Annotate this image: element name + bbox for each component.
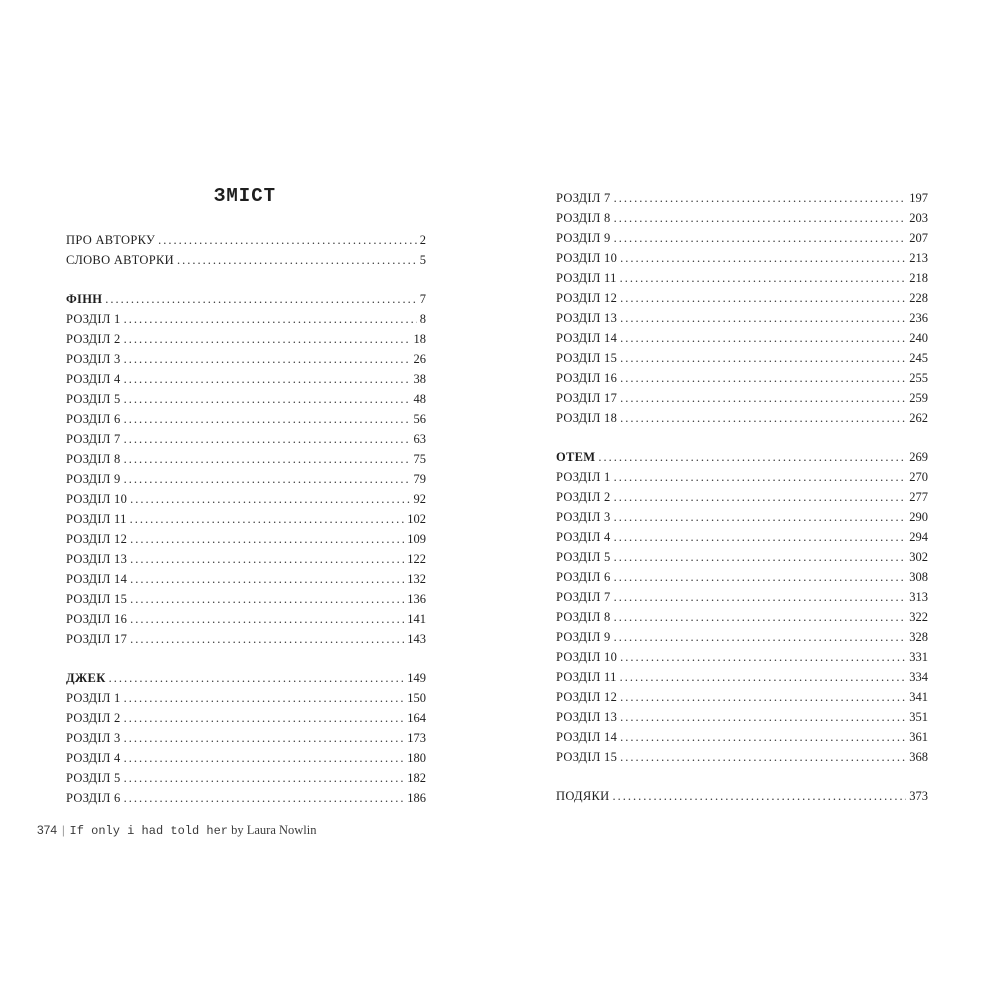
toc-entry-page: 48 [413,392,426,406]
toc-entry-label: РОЗДІЛ 8 [556,610,611,624]
toc-entry-label: РОЗДІЛ 5 [66,771,121,785]
toc-entry-label: РОЗДІЛ 3 [66,352,121,366]
dot-leader [109,668,405,688]
toc-entry-label: РОЗДІЛ 10 [556,650,618,664]
toc-entry-label: РОЗДІЛ 7 [556,590,611,604]
dot-leader [620,667,907,687]
toc-entry-page: 218 [909,271,928,285]
toc-entry-label: РОЗДІЛ 6 [66,791,121,805]
dot-leader [614,188,907,208]
toc-entry [556,627,928,647]
toc-entry-label: РОЗДІЛ 6 [66,412,121,426]
toc-entry-label: РОЗДІЛ 11 [556,271,617,285]
toc-entry [66,349,426,369]
dot-leader [124,708,405,728]
dot-leader [124,369,411,389]
dot-leader [177,250,417,270]
toc-section-entry [66,289,426,309]
toc-entry-label: РОЗДІЛ 13 [556,710,618,724]
toc-entry [556,348,928,368]
dot-leader [614,467,907,487]
toc-entry-label: РОЗДІЛ 11 [556,670,617,684]
toc-entry-label: РОЗДІЛ 6 [556,570,611,584]
toc-entry-label: РОЗДІЛ 14 [556,331,618,345]
toc-entry-label: РОЗДІЛ 4 [556,530,611,544]
toc-entry-label: РОЗДІЛ 1 [556,470,611,484]
toc-entry [66,489,426,509]
toc-entry [66,708,426,728]
toc-entry [66,748,426,768]
dot-leader [124,309,417,329]
toc-entry [556,288,928,308]
toc-entry-page: 164 [407,711,426,725]
toc-entry-page: 63 [413,432,426,446]
dot-leader [620,687,906,707]
toc-entry [556,567,928,587]
toc-entry-page: 150 [407,691,426,705]
toc-entry-page: 290 [909,510,928,524]
toc-entry-label: РОЗДІЛ 14 [66,572,128,586]
dot-leader [614,547,907,567]
dot-leader [124,728,405,748]
toc-entry [66,309,426,329]
dot-leader [614,587,907,607]
toc-entry-page: 7 [419,292,426,306]
toc-entry [556,408,928,428]
dot-leader [124,748,405,768]
dot-leader [124,389,411,409]
toc-entry-page: 341 [909,690,928,704]
toc-entry-label: РОЗДІЛ 5 [66,392,121,406]
toc-entry-label: РОЗДІЛ 8 [556,211,611,225]
toc-entry-page: 351 [909,710,928,724]
toc-entry [66,768,426,788]
toc-entry-label: РОЗДІЛ 13 [66,552,128,566]
dot-leader [614,627,907,647]
toc-entry-page: 294 [909,530,928,544]
toc-entry [556,388,928,408]
toc-section-entry [66,668,426,688]
toc-entry-label: РОЗДІЛ 16 [556,371,618,385]
toc-entry [66,250,426,270]
dot-leader [620,328,906,348]
toc-entry-page: 182 [407,771,426,785]
toc-entry [556,268,928,288]
toc-entry-label: РОЗДІЛ 3 [556,510,611,524]
toc-right-column [556,188,928,806]
dot-leader [620,368,906,388]
dot-leader [620,408,906,428]
page-number: 374 [37,823,58,837]
toc-entry [556,727,928,747]
toc-entry-page: 322 [909,610,928,624]
toc-entry-label: РОЗДІЛ 18 [556,411,618,425]
toc-entry-label: ДЖЕК [66,671,106,685]
toc-entry [66,529,426,549]
toc-entry-page: 240 [909,331,928,345]
toc-entry-label: РОЗДІЛ 12 [556,690,618,704]
toc-entry-label: РОЗДІЛ 14 [556,730,618,744]
toc-entry-label: ФІНН [66,292,103,306]
dot-leader [130,489,410,509]
toc-entry-page: 143 [407,632,426,646]
dot-leader [614,607,907,627]
dot-leader [130,569,404,589]
toc-entry [66,329,426,349]
dot-leader [620,348,906,368]
toc-entry [556,487,928,507]
toc-entry-page: 269 [909,450,928,464]
toc-entry [66,389,426,409]
toc-entry-label: РОЗДІЛ 3 [66,731,121,745]
dot-leader [158,230,417,250]
toc-entry [66,609,426,629]
dot-leader [620,388,906,408]
toc-entry [66,788,426,808]
toc-entry-label: РОЗДІЛ 2 [556,490,611,504]
dot-leader [620,308,906,328]
toc-entry-page: 228 [909,291,928,305]
toc-entry-label: ПРО АВТОРКУ [66,233,156,247]
toc-entry-label: РОЗДІЛ 15 [556,351,618,365]
toc-entry-page: 173 [407,731,426,745]
toc-left-column [66,230,426,808]
dot-leader [124,768,405,788]
toc-entry-page: 259 [909,391,928,405]
toc-entry-page: 122 [407,552,426,566]
toc-entry [556,208,928,228]
toc-entry [66,589,426,609]
toc-entry [556,647,928,667]
toc-entry-label: ОТЕМ [556,450,596,464]
toc-entry [556,308,928,328]
toc-entry-page: 334 [909,670,928,684]
toc-entry-page: 302 [909,550,928,564]
toc-entry [66,629,426,649]
dot-leader [124,429,411,449]
dot-leader [620,747,906,767]
toc-entry-page: 79 [413,472,426,486]
toc-entry-label: РОЗДІЛ 2 [66,711,121,725]
dot-leader [124,329,411,349]
toc-entry-page: 308 [909,570,928,584]
toc-entry [66,728,426,748]
dot-leader [614,567,907,587]
toc-entry-page: 102 [407,512,426,526]
toc-entry-page: 361 [909,730,928,744]
toc-entry-label: РОЗДІЛ 9 [556,630,611,644]
toc-entry-label: РОЗДІЛ 7 [556,191,611,205]
toc-entry [556,547,928,567]
toc-entry-page: 109 [407,532,426,546]
toc-entry-page: 207 [909,231,928,245]
toc-entry-label: РОЗДІЛ 15 [556,750,618,764]
toc-entry [66,449,426,469]
toc-entry-page: 262 [909,411,928,425]
toc-entry [66,230,426,250]
toc-entry [66,469,426,489]
toc-entry [556,607,928,627]
dot-leader [620,288,906,308]
toc-entry-page: 277 [909,490,928,504]
toc-entry-page: 270 [909,470,928,484]
toc-entry-label: РОЗДІЛ 12 [66,532,128,546]
toc-entry-label: РОЗДІЛ 17 [556,391,618,405]
toc-entry [556,707,928,727]
dot-leader [124,409,411,429]
toc-title: ЗМІСТ [213,185,276,207]
toc-entry-page: 8 [419,312,426,326]
toc-entry-page: 26 [413,352,426,366]
toc-entry [66,429,426,449]
toc-entry-page: 149 [407,671,426,685]
dot-leader [620,727,906,747]
toc-entry [66,688,426,708]
toc-entry-label: РОЗДІЛ 12 [556,291,618,305]
dot-leader [130,629,404,649]
toc-entry [556,587,928,607]
toc-entry-page: 56 [413,412,426,426]
toc-section-entry [556,447,928,467]
toc-entry-page: 213 [909,251,928,265]
dot-leader [620,707,906,727]
toc-entry-label: РОЗДІЛ 9 [66,472,121,486]
page-footer [37,823,317,838]
toc-entry-page: 368 [909,750,928,764]
toc-entry-label: РОЗДІЛ 7 [66,432,121,446]
dot-leader [124,449,411,469]
toc-entry [66,569,426,589]
dot-leader [620,268,907,288]
toc-entry [556,786,928,806]
dot-leader [598,447,906,467]
dot-leader [130,529,404,549]
dot-leader [105,289,417,309]
toc-entry [66,509,426,529]
dot-leader [612,786,906,806]
dot-leader [130,549,404,569]
toc-entry-page: 186 [407,791,426,805]
toc-entry-label: РОЗДІЛ 5 [556,550,611,564]
dot-leader [124,788,405,808]
dot-leader [124,469,411,489]
toc-entry-page: 197 [909,191,928,205]
toc-entry [556,527,928,547]
toc-entry [66,409,426,429]
dot-leader [124,688,405,708]
toc-entry-page: 180 [407,751,426,765]
toc-entry-page: 245 [909,351,928,365]
toc-entry-page: 236 [909,311,928,325]
toc-entry-label: РОЗДІЛ 13 [556,311,618,325]
toc-entry [556,368,928,388]
dot-leader [614,507,907,527]
toc-entry [556,667,928,687]
toc-entry-page: 136 [407,592,426,606]
dot-leader [130,609,404,629]
toc-entry-page: 132 [407,572,426,586]
dot-leader [620,248,906,268]
toc-entry-page: 328 [909,630,928,644]
toc-entry [556,228,928,248]
toc-entry-label: РОЗДІЛ 11 [66,512,127,526]
toc-entry [556,248,928,268]
toc-entry-label: РОЗДІЛ 10 [556,251,618,265]
dot-leader [124,349,411,369]
toc-entry-label: РОЗДІЛ 17 [66,632,128,646]
toc-entry-label: ПОДЯКИ [556,789,610,803]
toc-entry-label: РОЗДІЛ 9 [556,231,611,245]
toc-entry [556,507,928,527]
dot-leader [130,509,405,529]
dot-leader [614,527,907,547]
dot-leader [614,228,907,248]
toc-entry-page: 373 [909,789,928,803]
dot-leader [130,589,404,609]
footer-separator: | [62,823,65,837]
toc-entry-page: 2 [419,233,426,247]
toc-entry-label: РОЗДІЛ 8 [66,452,121,466]
toc-entry [66,369,426,389]
toc-entry-label: РОЗДІЛ 2 [66,332,121,346]
toc-entry-page: 92 [413,492,426,506]
toc-entry-page: 313 [909,590,928,604]
toc-entry [556,467,928,487]
toc-entry-label: РОЗДІЛ 1 [66,691,121,705]
toc-entry-page: 141 [407,612,426,626]
toc-entry-page: 5 [419,253,426,267]
toc-entry [556,747,928,767]
toc-entry-page: 331 [909,650,928,664]
toc-entry-page: 38 [413,372,426,386]
toc-entry-label: СЛОВО АВТОРКИ [66,253,174,267]
toc-entry [556,687,928,707]
toc-entry [66,549,426,569]
toc-entry-label: РОЗДІЛ 10 [66,492,128,506]
toc-entry-label: РОЗДІЛ 16 [66,612,128,626]
toc-entry-label: РОЗДІЛ 1 [66,312,121,326]
toc-entry-label: РОЗДІЛ 15 [66,592,128,606]
toc-entry-page: 203 [909,211,928,225]
toc-entry-label: РОЗДІЛ 4 [66,372,121,386]
toc-entry [556,328,928,348]
dot-leader [620,647,906,667]
toc-entry [556,188,928,208]
toc-entry-page: 75 [413,452,426,466]
toc-entry-page: 18 [413,332,426,346]
dot-leader [614,208,907,228]
author-byline: by Laura Nowlin [231,823,317,837]
toc-entry-label: РОЗДІЛ 4 [66,751,121,765]
toc-entry-page: 255 [909,371,928,385]
dot-leader [614,487,907,507]
book-title: If only i had told her [69,824,228,838]
